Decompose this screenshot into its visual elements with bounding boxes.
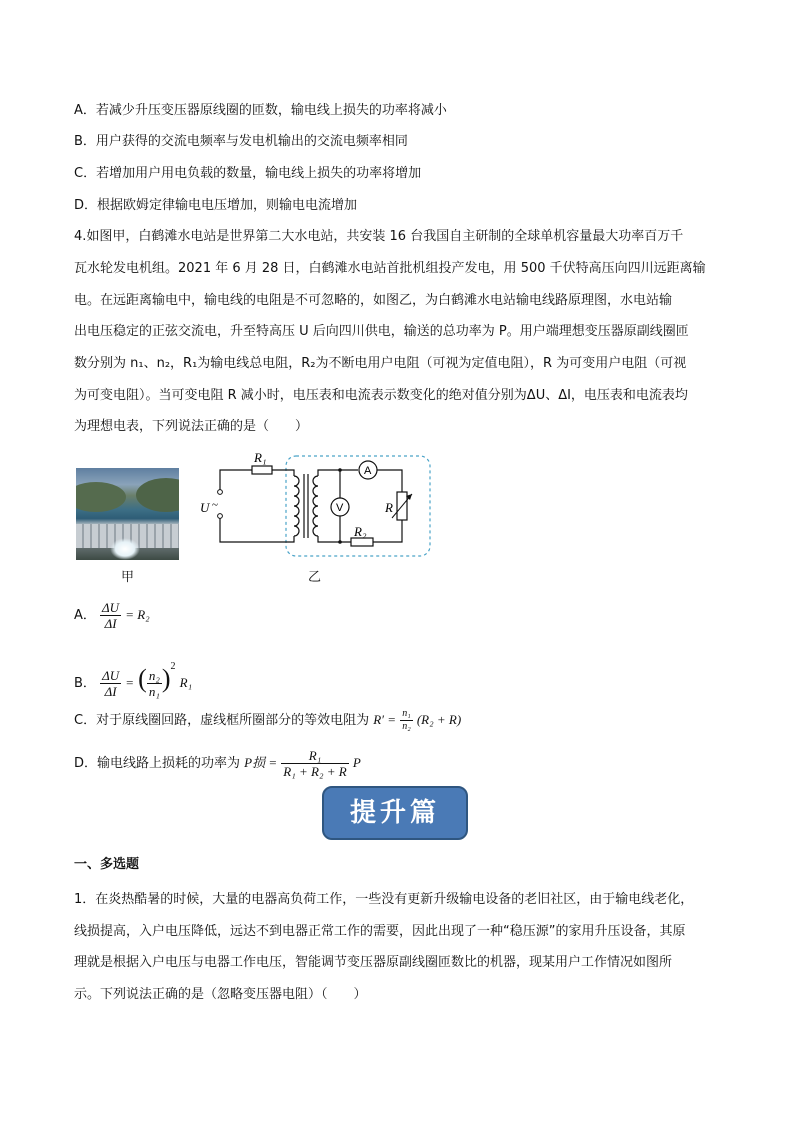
- q4-option-a: A． $\frac{\Delta U}{\Delta I}$ = R₂: [74, 600, 150, 631]
- label-r2: R₂: [354, 524, 367, 539]
- section-banner: 提升篇: [322, 786, 468, 840]
- label-ac-tilde: ~: [212, 499, 218, 511]
- q4-option-c: C．对于原线圈回路，虚线框所圈部分的等效电阻为 R′ = $\frac{\text{n₁}}{\text{n₂}}$ (R₂ + R): [74, 708, 462, 732]
- circuit-diagram: [196, 446, 436, 562]
- prev-option-d: D．根据欧姆定律输电电压增加，则输电电流增加: [74, 198, 358, 213]
- q4-line-7: 为理想电表，下列说法正确的是（ ）: [74, 419, 309, 434]
- q4-option-d: D．输电线路上损耗的功率为 P损 = $\frac{\text{R₁}}{\text{R₁ + R₂ + R}}$ P: [74, 748, 361, 779]
- prev-option-a: A．若减少升压变压器原线圈的匝数，输电线上损失的功率将减小: [74, 103, 447, 118]
- figure-caption-yi: 乙: [308, 570, 322, 585]
- prev-option-c: C．若增加用户用电负载的数量，输电线上损失的功率将增加: [74, 166, 422, 181]
- prev-option-b: B．用户获得的交流电频率与发电机输出的交流电频率相同: [74, 134, 408, 149]
- figure-caption-jia: 甲: [121, 570, 135, 585]
- q4-line-6: 为可变电阻）。当可变电阻 R 减小时，电压表和电流表示数变化的绝对值分别为ΔU、ΔI，电压表和电流表均: [74, 388, 688, 403]
- q1-line-4: 示。下列说法正确的是（忽略变压器电阻）（ ）: [74, 987, 367, 1002]
- q4-line-3: 电。在远距离输电中，输电线的电阻是不可忽略的，如图乙，为白鹤滩水电站输电线路原理图，水电站输: [74, 293, 673, 308]
- dam-photo: [76, 468, 179, 560]
- q1-line-2: 线损提高，入户电压降低，远达不到电器正常工作的需要，因此出现了一种“稳压源”的家用升压设备，其原: [74, 924, 686, 939]
- q4-option-b: B． $\frac{\Delta U}{\Delta I}$ = ( $\frac{\text{n₂}}{\text{n₁}}$ )$^2$ R₁: [74, 661, 193, 699]
- q4-line-1: 4.如图甲，白鹤滩水电站是世界第二大水电站，共安装 16 台我国自主研制的全球单机容量最大功率百万千: [74, 229, 684, 244]
- q4-line-4: 出电压稳定的正弦交流电，升至特高压 U 后向四川供电，输送的总功率为 P。用户端理想变压器原副线圈匝: [74, 324, 689, 339]
- label-r1: R₁: [254, 450, 267, 465]
- q4-line-5: 数分别为 n₁、n₂，R₁为输电线总电阻，R₂为不断电用户电阻（可视为定值电阻），R 为可变用户电阻（可视: [74, 356, 687, 371]
- label-u: U: [200, 500, 210, 515]
- q1-line-3: 理就是根据入户电压与电器工作电压，智能调节变压器原副线圈匝数比的机器，现某用户工作情况如图所: [74, 955, 673, 970]
- q4-line-2: 瓦水轮发电机组。2021 年 6 月 28 日，白鹤滩水电站首批机组投产发电，用 500 千伏特高压向四川远距离输: [74, 261, 706, 276]
- voltmeter-label: V: [336, 502, 344, 514]
- ammeter-label: A: [364, 465, 372, 477]
- section-heading: 一、多选题: [74, 857, 140, 872]
- q1-line-1: 1．在炎热酷暑的时候，大量的电器高负荷工作，一些没有更新升级输电设备的老旧社区，由于输电线老化，: [74, 892, 694, 907]
- label-r: R: [385, 500, 393, 515]
